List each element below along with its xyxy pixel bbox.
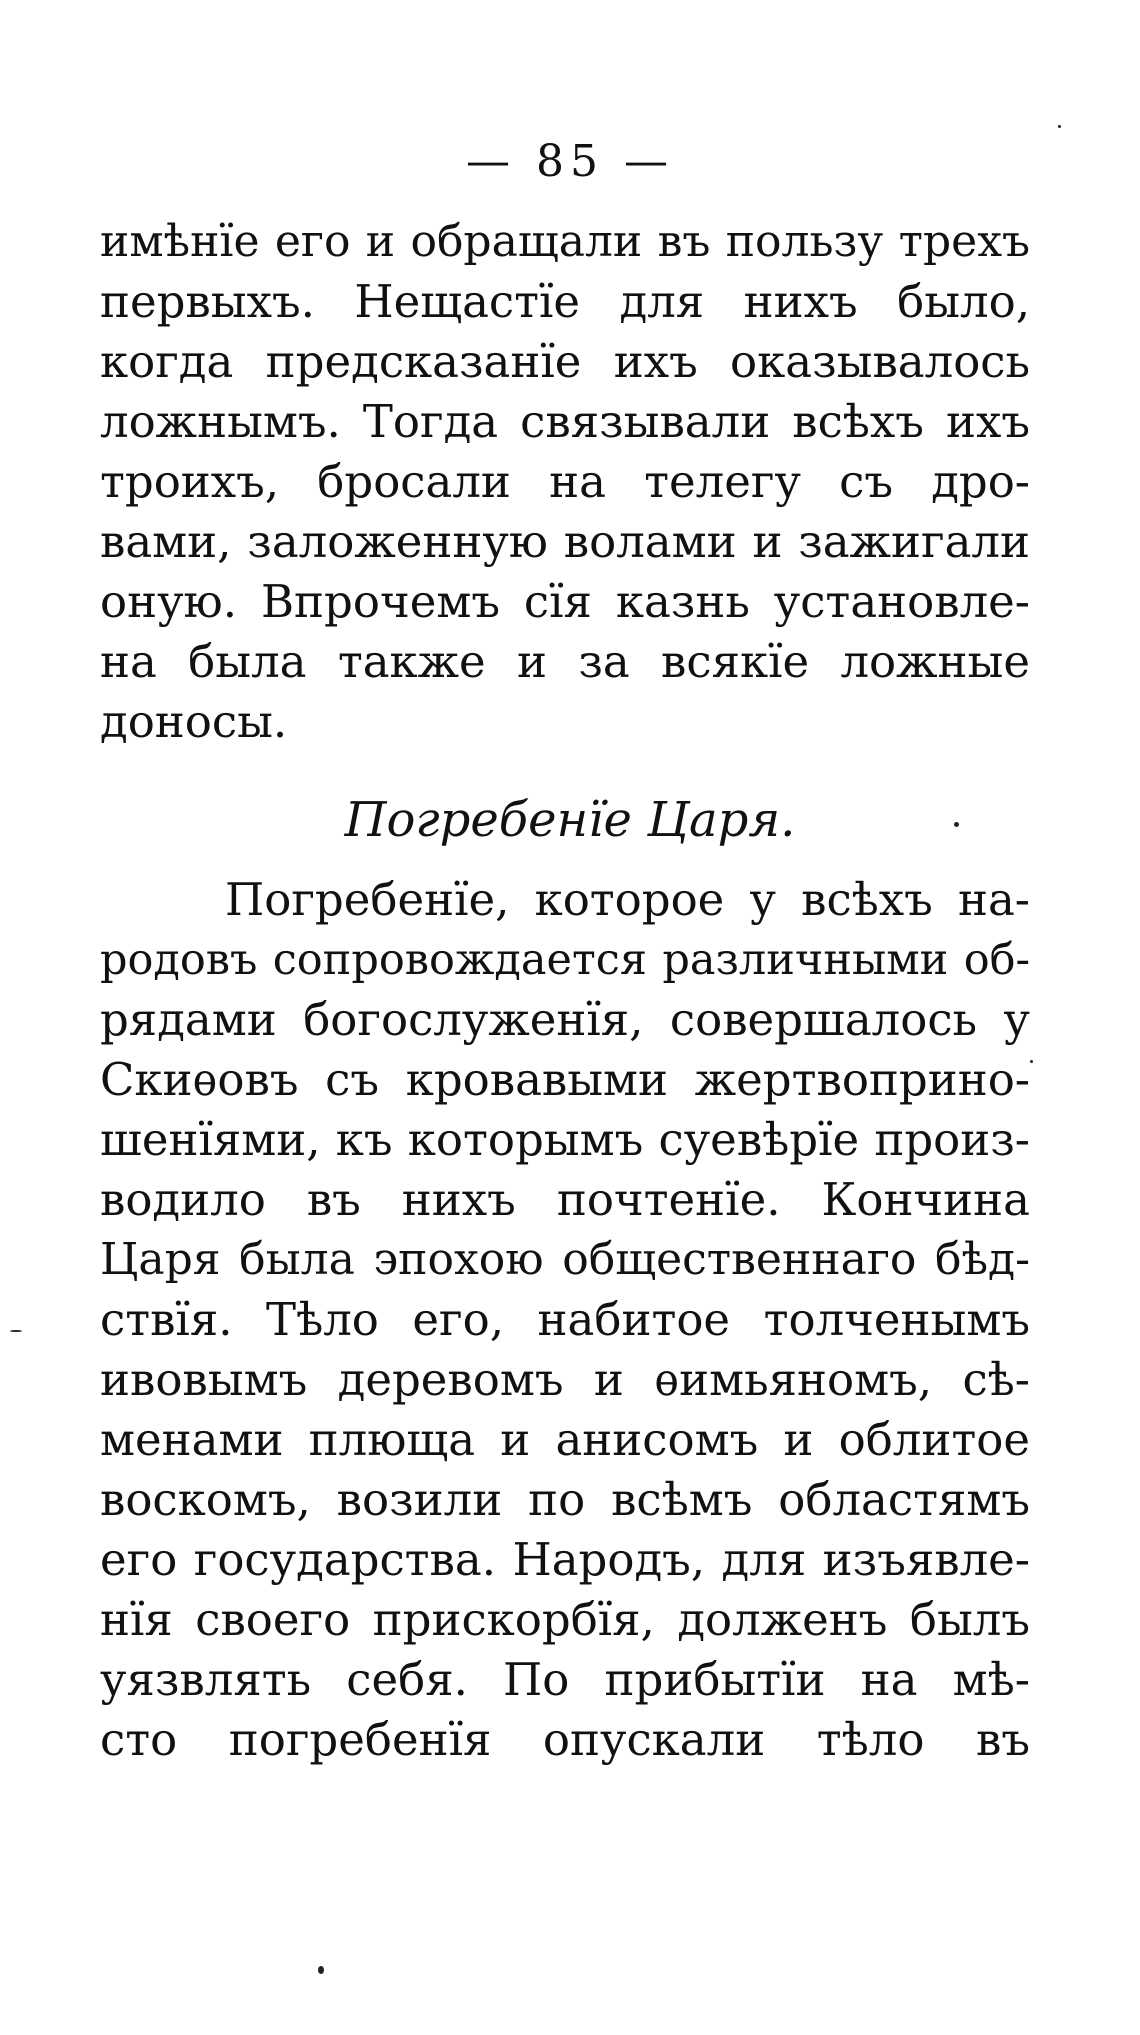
text-line: нїя своего прискорбїя, долженъ былъ xyxy=(100,1593,1030,1646)
text-line: имѣнїе его и обращали въ пользу трехъ xyxy=(100,216,1030,267)
text-line: менами плюща и анисомъ и облитое xyxy=(100,1413,1030,1466)
dust-speck xyxy=(954,822,959,827)
text-line: Погребенїе, которое у всѣхъ на- xyxy=(225,873,1030,926)
text-line: шенїями, къ которымъ суевѣрїе произ- xyxy=(100,1113,1030,1166)
paragraph-2 xyxy=(100,870,1030,1770)
text-line: Скиѳовъ съ кровавыми жертвоприно- xyxy=(100,1053,1030,1106)
text-line: рядами богослуженїя, совершалось у xyxy=(100,993,1030,1046)
dust-speck xyxy=(1058,125,1061,128)
text-line: сто погребенїя опускали тѣло въ xyxy=(100,1713,1030,1766)
text-line: его государства. Народъ, для изъявле- xyxy=(100,1533,1030,1586)
dust-speck xyxy=(10,1330,22,1332)
text-line: первыхъ. Нещастїе для нихъ было, xyxy=(100,275,1030,328)
text-line: ствїя. Тѣло его, набитое толченымъ xyxy=(100,1293,1030,1346)
text-line: оную. Впрочемъ сїя казнь установле- xyxy=(100,575,1030,628)
section-heading: Погребенїе Царя. xyxy=(344,792,796,848)
dust-speck xyxy=(1030,1060,1033,1063)
paragraph-1 xyxy=(100,212,1030,752)
text-line: ложнымъ. Тогда связывали всѣхъ ихъ xyxy=(100,395,1030,448)
text-line: доносы. xyxy=(100,695,288,748)
text-line: водило въ нихъ почтенїе. Кончина xyxy=(100,1173,1030,1226)
text-line: воскомъ, возили по всѣмъ областямъ xyxy=(100,1473,1030,1526)
dust-speck xyxy=(318,1966,324,1974)
text-line: уязвлять себя. По прибытїи на мѣ- xyxy=(100,1653,1030,1706)
text-line: ивовымъ деревомъ и ѳимьяномъ, сѣ- xyxy=(100,1353,1030,1406)
text-line: на была также и за всякїе ложные xyxy=(100,635,1030,688)
page-number: — 85 — xyxy=(466,136,674,187)
text-line: Царя была эпохою общественнаго бѣд- xyxy=(100,1234,1030,1285)
text-line: когда предсказанїе ихъ оказывалось xyxy=(100,335,1030,388)
text-line: троихъ, бросали на телегу съ дро- xyxy=(100,455,1030,508)
text-line: родовъ сопровождается различными об- xyxy=(100,935,1030,985)
text-line: вами, заложенную волами и зажигали xyxy=(100,515,1030,568)
